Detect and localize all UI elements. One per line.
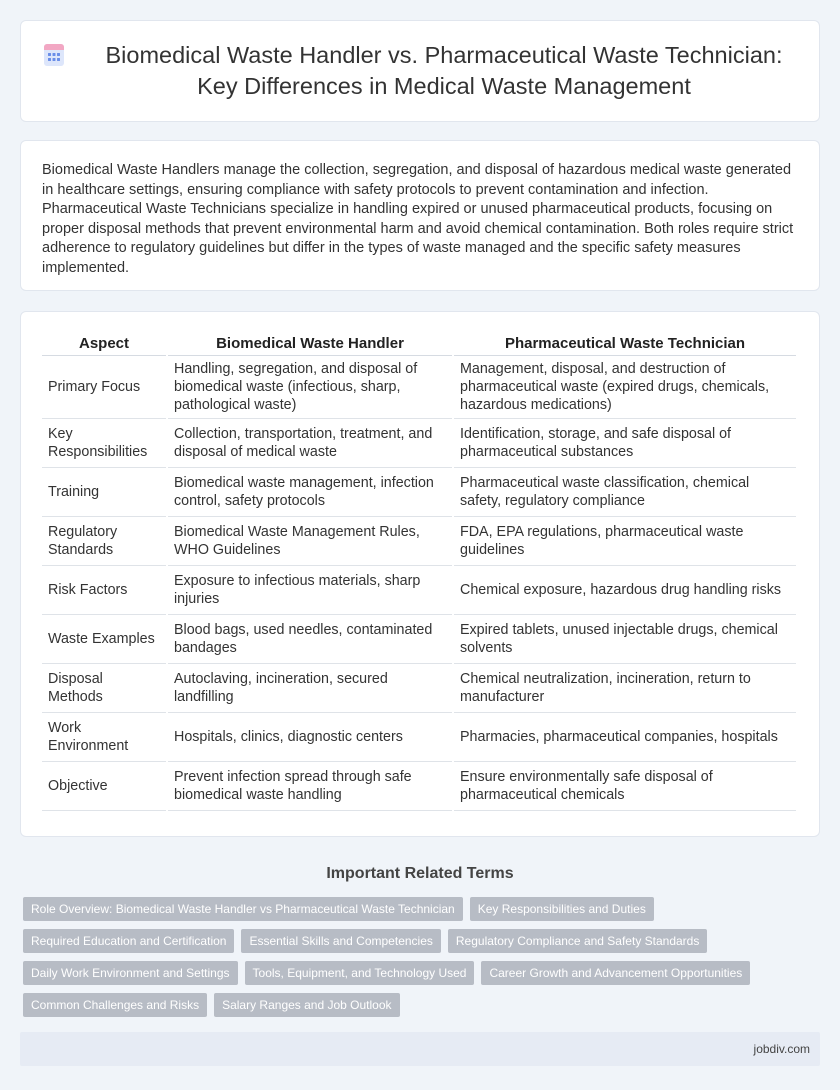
biomedical-cell: Exposure to infectious materials, sharp injuries xyxy=(168,566,452,615)
table-row xyxy=(42,468,796,517)
column-header-aspect: Aspect xyxy=(42,332,166,356)
aspect-cell: Primary Focus xyxy=(42,356,166,419)
related-term-tag[interactable]: Daily Work Environment and Settings xyxy=(23,961,238,985)
related-term-tag[interactable]: Career Growth and Advancement Opportunities xyxy=(481,961,750,985)
pharmaceutical-cell: Pharmaceutical waste classification, chemical safety, regulatory compliance xyxy=(454,468,796,517)
header-card xyxy=(20,20,820,122)
pharmaceutical-cell: Ensure environmentally safe disposal of pharmaceutical chemicals xyxy=(454,762,796,811)
column-header-pharmaceutical: Pharmaceutical Waste Technician xyxy=(454,332,796,356)
table-row xyxy=(42,419,796,468)
related-terms-list xyxy=(23,897,813,1017)
biomedical-cell: Hospitals, clinics, diagnostic centers xyxy=(168,713,452,762)
aspect-cell: Work Environment xyxy=(42,713,166,762)
table-row xyxy=(42,762,796,811)
table-row xyxy=(42,356,796,419)
aspect-cell: Risk Factors xyxy=(42,566,166,615)
related-term-tag[interactable]: Key Responsibilities and Duties xyxy=(470,897,654,921)
comparison-table-card xyxy=(20,311,820,837)
biomedical-cell: Handling, segregation, and disposal of biomedical waste (infectious, sharp, pathological waste) xyxy=(168,356,452,419)
pharmaceutical-cell: Management, disposal, and destruction of pharmaceutical waste (expired drugs, chemicals, hazardous medications) xyxy=(454,356,796,419)
column-header-biomedical: Biomedical Waste Handler xyxy=(168,332,452,356)
pharmaceutical-cell: Pharmacies, pharmaceutical companies, hospitals xyxy=(454,713,796,762)
pharmaceutical-cell: Identification, storage, and safe disposal of pharmaceutical substances xyxy=(454,419,796,468)
pharmaceutical-cell: Chemical neutralization, incineration, return to manufacturer xyxy=(454,664,796,713)
related-term-tag[interactable]: Regulatory Compliance and Safety Standards xyxy=(448,929,707,953)
table-row xyxy=(42,517,796,566)
aspect-cell: Training xyxy=(42,468,166,517)
related-term-tag[interactable]: Common Challenges and Risks xyxy=(23,993,207,1017)
biomedical-cell: Collection, transportation, treatment, and disposal of medical waste xyxy=(168,419,452,468)
related-term-tag[interactable]: Essential Skills and Competencies xyxy=(241,929,440,953)
related-term-tag[interactable]: Salary Ranges and Job Outlook xyxy=(214,993,399,1017)
pharmaceutical-cell: Expired tablets, unused injectable drugs, chemical solvents xyxy=(454,615,796,664)
table-row xyxy=(42,664,796,713)
table-row xyxy=(42,566,796,615)
comparison-table xyxy=(40,332,798,811)
biomedical-cell: Blood bags, used needles, contaminated bandages xyxy=(168,615,452,664)
pharmaceutical-cell: Chemical exposure, hazardous drug handling risks xyxy=(454,566,796,615)
site-link[interactable]: jobdiv.com xyxy=(753,1042,810,1056)
related-term-tag[interactable]: Role Overview: Biomedical Waste Handler vs Pharmaceutical Waste Technician xyxy=(23,897,463,921)
document-icon xyxy=(41,42,67,68)
table-row xyxy=(42,713,796,762)
biomedical-cell: Prevent infection spread through safe biomedical waste handling xyxy=(168,762,452,811)
table-header-row xyxy=(42,332,796,356)
header xyxy=(41,40,799,102)
intro-card xyxy=(20,140,820,291)
aspect-cell: Objective xyxy=(42,762,166,811)
related-terms-title: Important Related Terms xyxy=(326,865,514,882)
table-row xyxy=(42,615,796,664)
aspect-cell: Regulatory Standards xyxy=(42,517,166,566)
pharmaceutical-cell: FDA, EPA regulations, pharmaceutical waste guidelines xyxy=(454,517,796,566)
aspect-cell: Waste Examples xyxy=(42,615,166,664)
biomedical-cell: Autoclaving, incineration, secured landfilling xyxy=(168,664,452,713)
aspect-cell: Disposal Methods xyxy=(42,664,166,713)
biomedical-cell: Biomedical Waste Management Rules, WHO Guidelines xyxy=(168,517,452,566)
footer xyxy=(20,1032,820,1066)
intro-paragraph: Biomedical Waste Handlers manage the collection, segregation, and disposal of hazardous medical waste generated in healthcare settings, ensuring compliance with safety protocols to prevent contamination and infection. Pharmaceutical Waste Technicians specialize in handling expired or unused pharmaceutical products, focusing on proper disposal methods that prevent environmental harm and avoid chemical contamination. Both roles require strict adherence to regulatory guidelines but differ in the types of waste managed and the specific safety measures implemented. xyxy=(42,162,794,276)
related-term-tag[interactable]: Required Education and Certification xyxy=(23,929,234,953)
biomedical-cell: Biomedical waste management, infection control, safety protocols xyxy=(168,468,452,517)
aspect-cell: Key Responsibilities xyxy=(42,419,166,468)
page-title: Biomedical Waste Handler vs. Pharmaceutical Waste Technician: Key Differences in Medical Waste Management xyxy=(105,42,783,99)
related-term-tag[interactable]: Tools, Equipment, and Technology Used xyxy=(245,961,475,985)
